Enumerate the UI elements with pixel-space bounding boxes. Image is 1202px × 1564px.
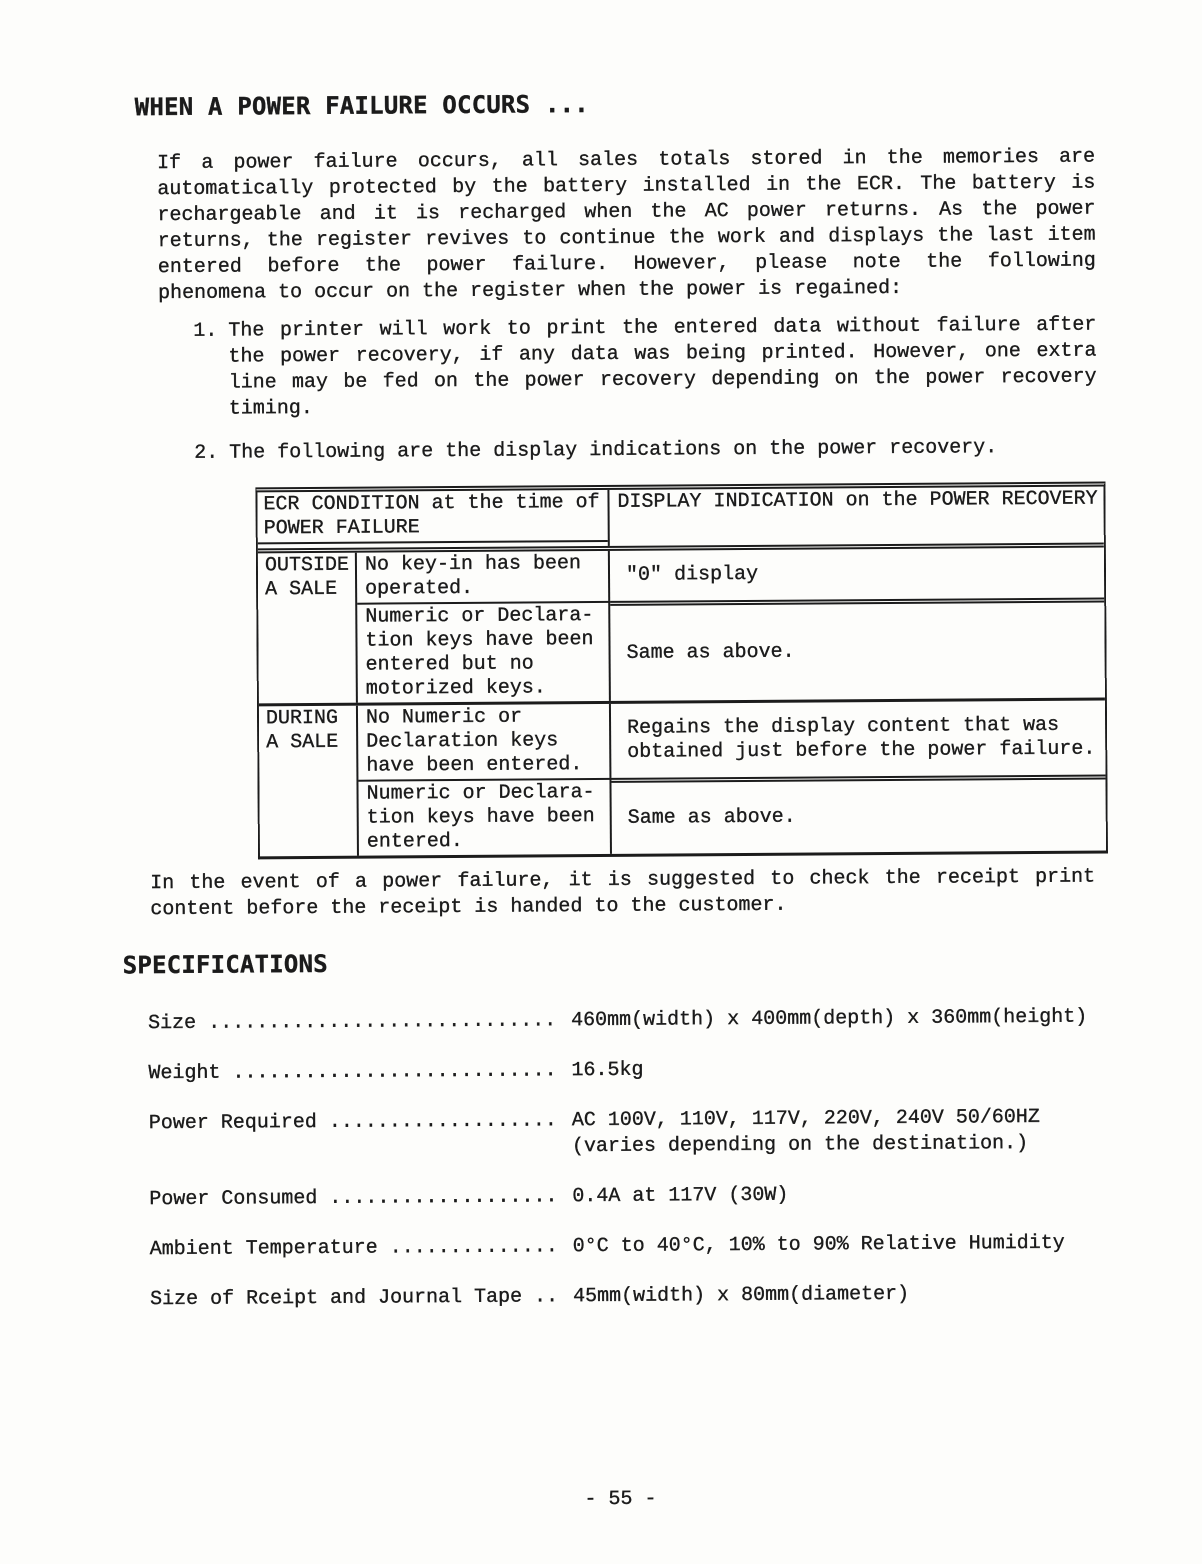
cell-line: "0" display xyxy=(625,562,759,587)
cell-line: Declaration keys xyxy=(366,729,559,754)
spec-value: 16.5kg xyxy=(571,1058,644,1083)
header-text: ECR CONDITION at the time of xyxy=(263,491,600,517)
group-label-line: OUTSIDE xyxy=(264,553,350,578)
cell-line: operated. xyxy=(365,576,474,601)
dot-leader: .............. xyxy=(389,1235,558,1260)
spec-value: 0°C to 40°C, 10% to 90% Relative Humidity xyxy=(572,1231,1065,1259)
group-label-line: A SALE xyxy=(266,730,339,755)
cell-line: Numeric or Declara- xyxy=(365,604,594,629)
indication-cell xyxy=(610,547,1104,600)
list-item-2 xyxy=(194,435,1097,467)
indication-cell xyxy=(610,597,1105,700)
spec-row-ambient-temperature xyxy=(150,1230,1135,1263)
indication-cell xyxy=(611,700,1106,777)
spec-label: Weight xyxy=(148,1061,221,1086)
cell-line: obtained just before the power failure. xyxy=(627,737,1096,764)
group-label xyxy=(259,706,359,857)
spec-label: Size xyxy=(148,1011,197,1036)
spec-label: Power Required xyxy=(148,1110,317,1136)
paragraph-line: The printer will work to print the entered data without failure after xyxy=(228,313,1097,343)
table-header-display-indication: DISPLAY INDICATION on the POWER RECOVERY xyxy=(617,487,1098,514)
dot-leader: ........................... xyxy=(232,1059,557,1085)
cell-line: No key-in has been xyxy=(364,552,582,577)
group-label-line: DURING xyxy=(265,706,339,731)
spec-value-continued: (varies depending on the destination.) xyxy=(571,1132,1029,1159)
condition-cell xyxy=(358,778,612,856)
dot-leader: .. xyxy=(534,1285,559,1309)
table-group-during-a-sale xyxy=(259,697,1106,856)
spec-label: Size of Rceipt and Journal Tape xyxy=(149,1285,523,1312)
spec-row-power-consumed xyxy=(149,1180,1134,1213)
table-group-outside-a-sale xyxy=(258,547,1105,703)
paragraph-line: phenomena to occur on the register when the power is regained: xyxy=(157,276,903,306)
intro-paragraph xyxy=(157,145,1096,308)
cell-line: motorized keys. xyxy=(365,676,546,701)
group-label-line: A SALE xyxy=(265,577,338,602)
header-text: POWER FAILURE xyxy=(263,516,420,541)
table-row xyxy=(357,597,1105,702)
spec-row-power-required xyxy=(149,1104,1134,1163)
spec-row-size xyxy=(148,1004,1133,1037)
condition-cell xyxy=(357,601,611,703)
cell-line: Numeric or Declara- xyxy=(366,781,595,806)
condition-cell xyxy=(358,704,612,780)
spec-value: 45mm(width) x 80mm(diameter) xyxy=(572,1282,910,1309)
paragraph-line: If a power failure occurs, all sales totals stored in the memories are xyxy=(157,145,1096,176)
condition-cell xyxy=(357,551,610,603)
spec-row-weight xyxy=(148,1054,1133,1087)
table-row xyxy=(358,700,1105,779)
paragraph-line: content before the receipt is handed to the customer. xyxy=(150,893,787,922)
cell-line: tion keys have been xyxy=(366,805,595,830)
paragraph-line: the power recovery, if any data was being printed. However, one extra xyxy=(228,339,1097,369)
cell-line: Regains the display content that was xyxy=(627,713,1060,740)
specifications-list xyxy=(148,1004,1135,1313)
cell-line: entered but no xyxy=(365,652,534,677)
table-row xyxy=(358,774,1106,855)
cell-line: Same as above. xyxy=(626,640,795,665)
table-row xyxy=(357,547,1104,602)
dot-leader: ................... xyxy=(329,1185,558,1210)
spec-value: 460mm(width) x 400mm(depth) x 360mm(height) xyxy=(571,1005,1088,1033)
group-label xyxy=(258,553,358,704)
list-number: 1. xyxy=(193,319,218,343)
spec-row-tape-size xyxy=(150,1280,1135,1313)
note-paragraph xyxy=(150,865,1095,924)
spec-value: 0.4A at 117V (30W) xyxy=(572,1183,789,1209)
section-heading-specifications: SPECIFICATIONS xyxy=(122,949,328,980)
dot-leader: ............................. xyxy=(208,1009,557,1035)
cell-line: entered. xyxy=(366,829,463,854)
power-recovery-table xyxy=(255,481,1108,859)
paragraph-line: In the event of a power failure, it is suggested to check the receipt print xyxy=(150,865,1096,896)
paragraph-line: rechargeable and it is recharged when the AC power returns. As the power xyxy=(157,197,1096,228)
paragraph-line: entered before the power failure. However, please note the following xyxy=(157,249,1096,280)
cell-line: have been entered. xyxy=(366,753,583,778)
spec-value: AC 100V, 110V, 117V, 220V, 240V 50/60HZ xyxy=(571,1105,1040,1133)
dot-leader: ................... xyxy=(328,1109,557,1134)
paragraph-line: returns, the register revives to continue the work and displays the last item xyxy=(157,223,1096,254)
paragraph-line: line may be fed on the power recovery depending on the power recovery xyxy=(228,365,1097,395)
paragraph-line: timing. xyxy=(228,397,313,421)
paragraph-line: The following are the display indications on the power recovery. xyxy=(229,436,998,465)
section-heading-power-failure: WHEN A POWER FAILURE OCCURS ... xyxy=(134,90,589,122)
cell-line: Same as above. xyxy=(627,805,796,830)
table-header-row xyxy=(257,486,1103,553)
table-header-ecr-condition xyxy=(257,490,609,548)
cell-line: tion keys have been xyxy=(365,628,594,653)
list-number: 2. xyxy=(194,441,219,465)
page-number: - 55 - xyxy=(584,1487,657,1512)
spec-label: Ambient Temperature xyxy=(149,1236,378,1262)
indication-cell xyxy=(611,774,1106,853)
cell-line: No Numeric or xyxy=(365,705,523,730)
paragraph-line: automatically protected by the battery installed in the ECR. The battery is xyxy=(157,171,1096,202)
list-item-1 xyxy=(193,313,1097,423)
spec-label: Power Consumed xyxy=(149,1186,318,1212)
